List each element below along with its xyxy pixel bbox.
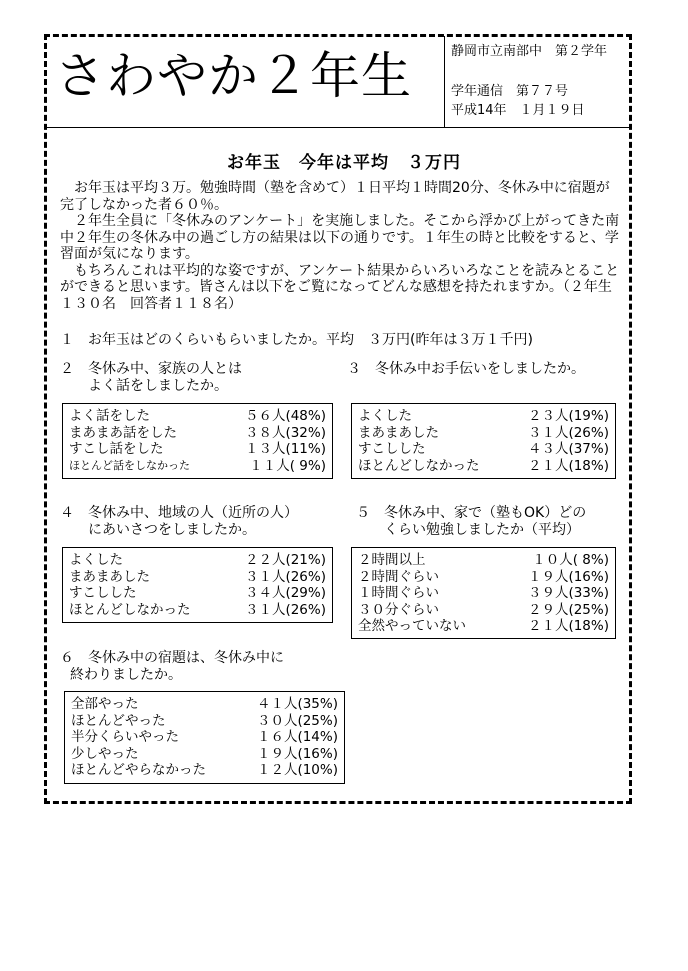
result-value: ３１人(26%) [244,568,326,585]
result-row [358,602,609,619]
question-5-line1: ５ 冬休み中、家で（塾もOK）どの [356,505,587,521]
question-2-line1: ２ 冬休み中、家族の人とは [60,361,242,377]
result-value: １６人(14%) [256,729,338,745]
headline: お年玉 今年は平均 ３万円 [227,153,461,173]
result-label: よくした [69,552,123,568]
result-row [358,441,609,458]
result-row [69,408,326,425]
result-label: すこしした [69,585,137,601]
question-4-line2: にあいさつをしましたか。 [88,522,256,538]
question-2-results [62,403,333,479]
issue-number: 学年通信 第７７号 [451,84,569,99]
result-row [358,618,609,635]
result-row [69,602,326,619]
question-6-results [64,691,345,784]
result-row [69,585,326,602]
result-value: ３４人(29%) [244,585,326,601]
result-value: ５６人(48%) [244,408,326,424]
result-row [358,552,609,569]
result-label: すこしした [358,441,426,457]
result-row [71,762,338,779]
result-value: ３１人(26%) [527,424,609,441]
result-label: よくした [358,408,412,424]
result-row [71,696,338,713]
result-label: ３０分ぐらい [358,601,439,618]
result-value: ３１人(26%) [244,601,326,618]
newsletter-title: さわやか２年生 [55,47,412,105]
result-value: ２９人(25%) [527,601,609,618]
result-label: まあまあ話をした [69,424,177,441]
question-4-line1: ４ 冬休み中、地域の人（近所の人） [60,505,298,521]
result-value: １３人(11%) [244,441,326,457]
result-row [358,408,609,425]
question-3-results [351,403,616,479]
question-5-results [351,547,616,639]
result-label: よく話をした [69,408,150,424]
result-label: 全然やっていない [358,618,466,634]
question-4-results [62,547,333,623]
issue-date: 平成14年 １月１９日 [451,103,585,118]
result-label: ほとんどしなかった [69,601,191,618]
result-label: ほとんど話をしなかった [69,458,190,472]
intro-text [60,180,620,312]
result-row [69,552,326,569]
result-value: ３０人(25%) [256,712,338,729]
result-value: ４１人(35%) [256,696,338,712]
result-value: ３８人(32%) [244,424,326,441]
result-label: ほとんどやらなかった [71,762,206,778]
result-label: ほとんどやった [71,712,166,729]
question-3-line1: ３ 冬休み中お手伝いをしましたか。 [347,361,585,377]
result-label: ２時間以上 [358,552,426,568]
result-row [69,458,326,475]
result-value: １９人(16%) [527,568,609,585]
result-row [69,569,326,586]
result-label: まあまあした [69,568,150,585]
result-row [358,458,609,475]
header-divider-horizontal [46,127,630,128]
result-value: １１人( 9%) [249,457,326,474]
result-value: １９人(16%) [256,745,338,762]
result-label: ２時間ぐらい [358,568,439,585]
intro-paragraph: ２年生全員に「冬休みのアンケート」を実施しました。そこから浮かび上がってきた南中２年生の冬休み中の過ごし方の結果は以下の通りです。１年生の時と比較をすると、学習面が気になります。 [60,213,620,262]
result-label: 全部やった [71,696,139,712]
result-label: ほとんどしなかった [358,457,480,474]
question-5-line2: くらい勉強しましたか（平均） [384,522,580,538]
result-label: 半分くらいやった [71,729,179,745]
result-row [358,569,609,586]
result-row [358,425,609,442]
result-value: ４３人(37%) [527,441,609,457]
result-row [69,441,326,458]
result-value: ３９人(33%) [527,585,609,601]
result-value: ２２人(21%) [244,552,326,568]
intro-paragraph: お年玉は平均３万。勉強時間（塾を含めて）１日平均１時間20分、冬休み中に宿題が完了しなかった者６０％。 [60,180,610,213]
result-row [71,746,338,763]
header-divider-vertical [444,36,445,128]
result-row [358,585,609,602]
result-value: ２３人(19%) [527,408,609,424]
result-row [69,425,326,442]
result-label: 少しやった [71,745,139,762]
result-label: すこし話をした [69,441,164,457]
result-label: １時間ぐらい [358,585,439,601]
question-6-line2: 終わりましたか。 [70,667,182,683]
result-value: １２人(10%) [256,762,338,778]
question-1: １ お年玉はどのくらいもらいましたか。平均 ３万円(昨年は３万１千円) [60,332,533,348]
intro-paragraph: もちろんこれは平均的な姿ですが、アンケート結果からいろいろなことを読みとることができると思います。皆さんは以下をご覧になってどんな感想を持たれますか。（２年生１３０名 回答者１１８名） [60,262,620,312]
result-value: ２１人(18%) [527,618,609,634]
question-2-line2: よく話をしましたか。 [88,378,228,394]
school-name: 静岡市立南部中 第２学年 [451,44,608,59]
question-6-line1: ６ 冬休み中の宿題は、冬休み中に [60,650,284,666]
result-value: １０人( 8%) [532,552,609,568]
result-label: まあまあした [358,424,439,441]
result-value: ２１人(18%) [527,457,609,474]
result-row [71,713,338,730]
result-row [71,729,338,746]
